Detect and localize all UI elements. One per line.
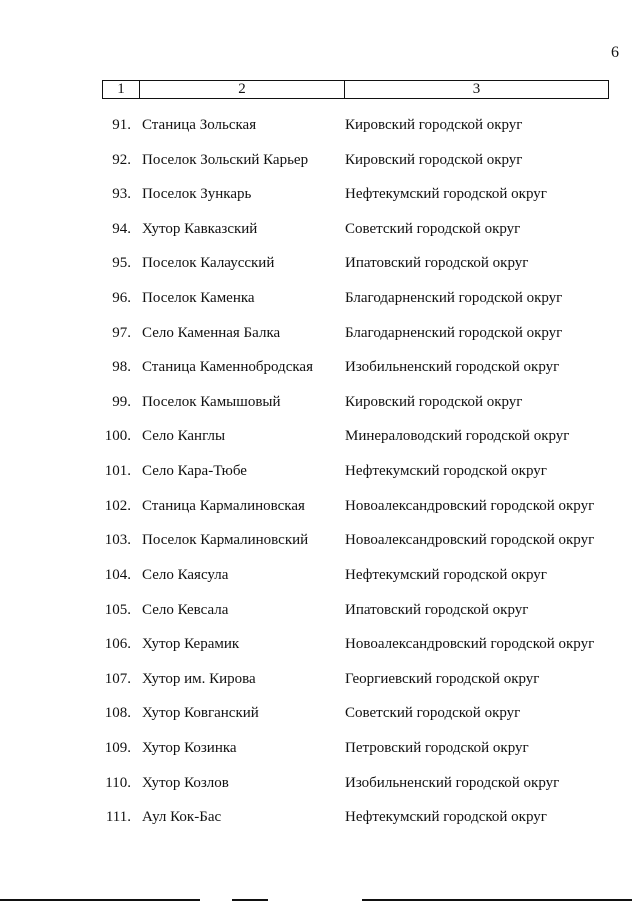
table-row [0, 529, 632, 564]
district-name: Георгиевский городской округ [345, 670, 540, 687]
district-name: Благодарненский городской округ [345, 324, 563, 341]
settlement-name: Хутор Козинка [142, 739, 237, 756]
row-number: 110. [105, 774, 131, 791]
district-name: Нефтекумский городской округ [345, 186, 547, 203]
settlement-name: Поселок Зольский Карьер [142, 151, 309, 168]
row-number: 105. [104, 601, 131, 618]
row-number: 95. [112, 255, 131, 272]
header-col-2: 2 [140, 81, 345, 98]
table-row [0, 287, 632, 322]
district-name: Изобильненский городской округ [345, 359, 560, 376]
row-number: 101. [104, 463, 131, 480]
table-row [0, 322, 632, 357]
district-name: Изобильненский городской округ [345, 774, 560, 791]
settlement-name: Поселок Калаусский [142, 255, 275, 272]
settlement-name: Село Кара-Тюбе [142, 463, 247, 480]
settlement-name: Хутор Ковганский [142, 705, 259, 722]
row-number: 107. [104, 670, 131, 687]
district-name: Новоалександровский городской округ [345, 532, 595, 549]
row-number: 106. [104, 636, 131, 653]
settlement-name: Хутор Керамик [142, 636, 240, 653]
row-number: 93. [112, 186, 131, 203]
district-name: Нефтекумский городской округ [345, 463, 547, 480]
settlement-name: Село Кевсала [142, 601, 229, 618]
table-row [0, 564, 632, 599]
row-number: 109. [104, 739, 131, 756]
district-name: Ипатовский городской округ [345, 255, 529, 272]
footer-rule-middle [232, 899, 268, 901]
header-col-1: 1 [103, 81, 140, 98]
table-row [0, 252, 632, 287]
row-number: 108. [104, 705, 131, 722]
settlement-name: Хутор Козлов [142, 774, 229, 791]
table-row [0, 391, 632, 426]
footer-rule-right [362, 899, 632, 901]
row-number: 98. [112, 359, 131, 376]
row-number: 104. [104, 566, 131, 583]
district-name: Нефтекумский городской округ [345, 809, 547, 826]
table-row [0, 460, 632, 495]
settlement-name: Хутор им. Кирова [142, 670, 256, 687]
table-row [0, 806, 632, 841]
table-header [102, 80, 609, 99]
row-number: 102. [104, 497, 131, 514]
district-name: Новоалександровский городской округ [345, 636, 595, 653]
settlement-name: Село Каясула [142, 566, 229, 583]
table-row [0, 425, 632, 460]
table-row [0, 218, 632, 253]
row-number: 96. [112, 290, 131, 307]
settlement-name: Поселок Зункарь [142, 186, 252, 203]
table-row [0, 495, 632, 530]
table-row [0, 633, 632, 668]
district-name: Кировский городской округ [345, 151, 523, 168]
district-name: Ипатовский городской округ [345, 601, 529, 618]
row-number: 94. [112, 220, 131, 237]
settlement-name: Поселок Каменка [142, 290, 255, 307]
district-name: Благодарненский городской округ [345, 290, 563, 307]
settlement-name: Станица Кармалиновская [142, 497, 305, 514]
settlement-name: Поселок Камышовый [142, 393, 281, 410]
settlement-name: Хутор Кавказский [142, 220, 258, 237]
table-row [0, 702, 632, 737]
table-row [0, 737, 632, 772]
district-name: Советский городской округ [345, 705, 521, 722]
header-col-3: 3 [472, 81, 481, 97]
table-row [0, 114, 632, 149]
settlement-name: Село Канглы [142, 428, 226, 445]
district-name: Петровский городской округ [345, 739, 529, 756]
settlement-name: Поселок Кармалиновский [142, 532, 309, 549]
table-row [0, 772, 632, 807]
row-number: 111. [105, 809, 131, 826]
settlement-name: Село Каменная Балка [142, 324, 281, 341]
page-number: 6 [611, 44, 619, 61]
district-name: Новоалександровский городской округ [345, 497, 595, 514]
settlement-name: Аул Кок-Бас [142, 809, 222, 826]
district-name: Минераловодский городской округ [345, 428, 570, 445]
district-name: Кировский городской округ [345, 393, 523, 410]
footer-rule-left [0, 899, 200, 901]
district-name: Кировский городской округ [345, 117, 523, 133]
table-row [0, 149, 632, 184]
settlement-name: Станица Зольская [142, 117, 257, 133]
table-row [0, 183, 632, 218]
district-name: Советский городской округ [345, 220, 521, 237]
row-number: 99. [112, 393, 131, 410]
row-number: 100. [104, 428, 131, 445]
row-number: 97. [112, 324, 131, 341]
district-name: Нефтекумский городской округ [345, 566, 547, 583]
table-row [0, 668, 632, 703]
settlement-name: Станица Каменнобродская [142, 359, 313, 376]
settlement-list [0, 114, 632, 841]
row-number: 92. [112, 151, 131, 168]
row-number: 103. [104, 532, 131, 549]
row-number: 91. [112, 117, 131, 133]
table-row [0, 356, 632, 391]
table-row [0, 599, 632, 634]
